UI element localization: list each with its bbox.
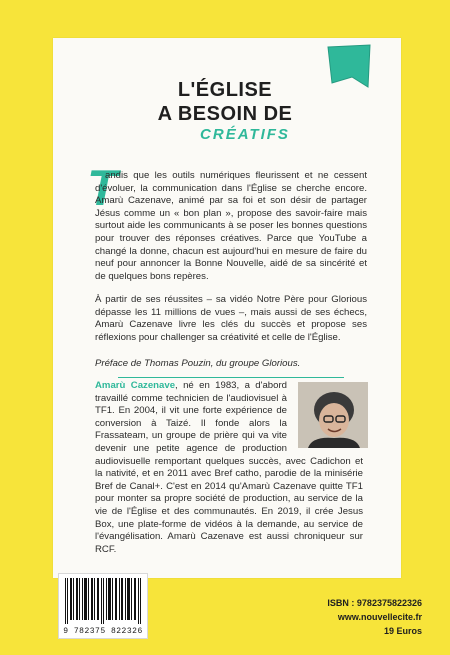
intro-paragraph-2: À partir de ses réussites – sa vidéo Notre Père pour Glorious dépasse les 11 millions de vues –, mais aussi de ses échecs, Amarù Cazenave livre les clés du succès et propose ses réflexions pour challenger sa créativité et celle de l'Église. [95,294,367,343]
author-bio-text: , né en 1983, a d'abord travaillé comme technicien de l'audiovisuel à TF1. En 2004, il vit une forte expérience de conversion à Taizé. Il fonde alors la Frassateam, un groupe de prière qui va vite devenir une petite agence de production audiovisuelle remportant quelques succès, avec Cadichon et la nativité, et en 2011 avec Bref catho, parodie de la minisérie Bref de Canal+. C'est en 2014 qu'Amarù Cazenave quitte TF1 pour monter sa propre société de production, au service de la vie de l'Église et des communautés. En 2019, il crée Jesus Box, une plate-forme de vidéos à la demande, au service de l'évangélisation. Amarù Cazenave est aussi chroniqueur sur RCF. [95,380,363,555]
book-title [0,78,450,143]
intro-paragraph-1-text: andis que les outils numériques fleurissent et ne cessent d'évoluer, la communication dans l'Église se cherche encore. Amarù Cazenave, animé par sa foi et son désir de partager Jésus comme un « bon plan », propose des savoir-faire mais surtout aide les communicants à se poser les bonnes questions pour trouver des réponses créatives. Parce que YouTube a changé la donne, chacun est aujourd'hui en mesure de faire du neuf pour annoncer la Bonne Nouvelle, aidé de sa sincérité et de quelques bons repères. [95,170,367,282]
author-photo [298,382,368,448]
title-line-1: L'ÉGLISE [177,79,273,101]
intro-paragraph-1 [95,170,367,283]
website: www.nouvellecite.fr [337,612,422,622]
isbn-block [300,596,422,638]
author-name: Amarù Cazenave [95,380,176,391]
section-divider [118,377,344,378]
isbn: ISBN : 9782375822326 [327,598,422,608]
barcode-bars [59,574,147,626]
preface-credit: Préface de Thomas Pouzin, du groupe Glorious. [95,358,301,369]
barcode-digits: 9 782375 822326 [63,627,143,636]
title-line-3: CRÉATIFS [200,126,290,143]
title-line-2: A BESOIN DE [157,103,293,125]
drop-cap: T [87,160,118,216]
price: 19 Euros [383,626,422,636]
